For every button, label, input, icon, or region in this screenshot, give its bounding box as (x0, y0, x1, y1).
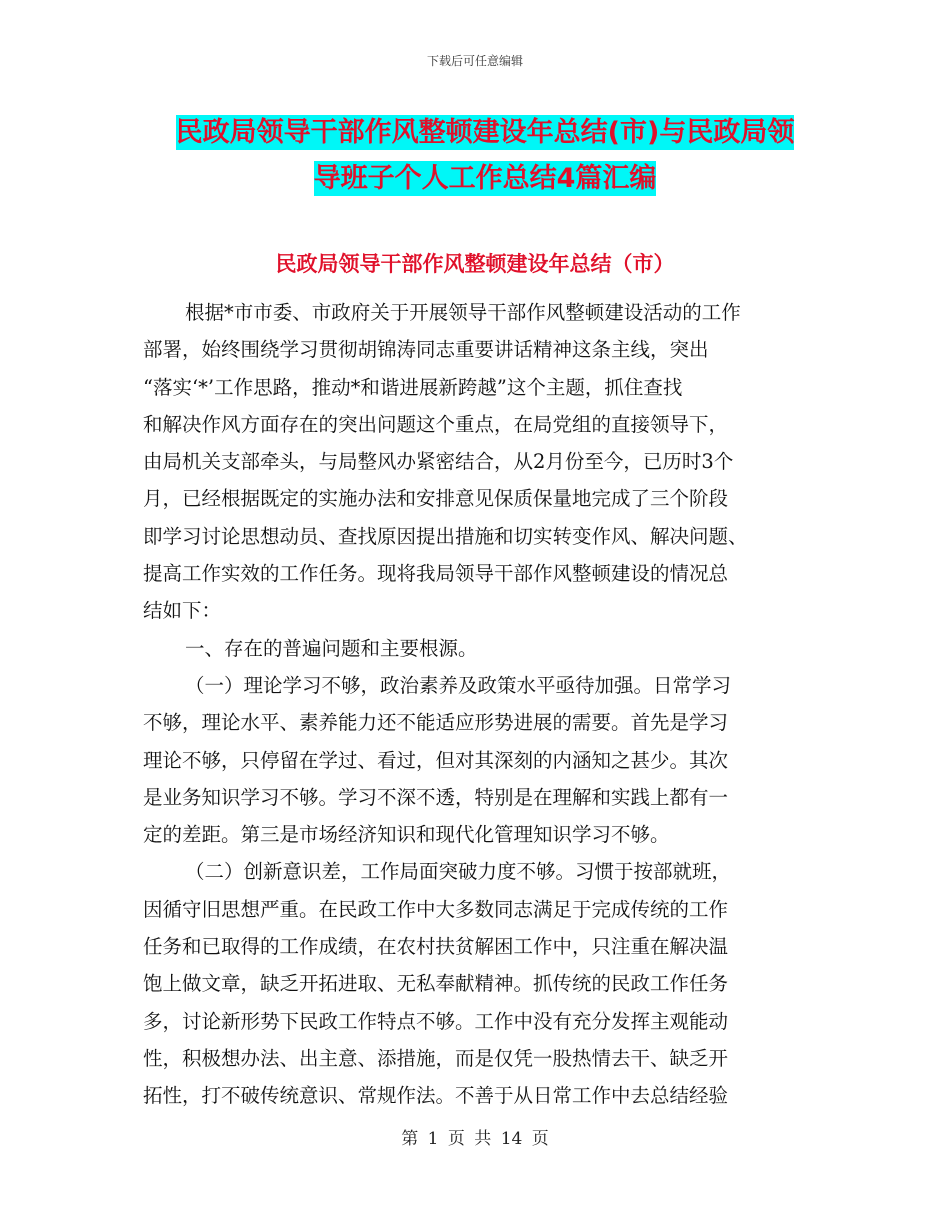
body-line: 理论不够，只停留在学过、看过，但对其深刻的内涵知之甚少。其次 (143, 748, 729, 772)
body-line: 即学习讨论思想动员、查找原因提出措施和切实转变作风、解决问题、 (143, 524, 748, 548)
body-line: 是业务知识学习不够。学习不深不透，特别是在理解和实践上都有一 (143, 785, 729, 809)
body-text (143, 294, 815, 1115)
body-line: 定的差距。第三是市场经济知识和现代化管理知识学习不够。 (143, 823, 670, 847)
body-line: 拓性，打不破传统意识、常规作法。不善于从日常工作中去总结经验 (143, 1084, 729, 1108)
body-line: 一、存在的普遍问题和主要根源。 (185, 636, 478, 660)
body-line: 因循守旧思想严重。在民政工作中大多数同志满足于完成传统的工作 (143, 897, 729, 921)
body-line: 月，已经根据既定的实施办法和安排意见保质保量地完成了三个阶段 (143, 487, 729, 511)
body-line: 性，积极想办法、出主意、添措施，而是仅凭一股热情去干、缺乏开 (143, 1046, 729, 1070)
body-line: 饱上做文章，缺乏开拓进取、无私奉献精神。抓传统的民政工作任务 (143, 972, 729, 996)
body-line: “落实‘*’工作思路，推动*和谐进展新跨越”这个主题，抓住查找 (143, 375, 683, 399)
header-note: 下载后可任意编辑 (426, 54, 523, 68)
body-line: 由局机关支部牵头，与局整风办紧密结合，从2月份至今，已历时3个 (143, 450, 734, 474)
body-line: 不够，理论水平、素养能力还不能适应形势进展的需要。首先是学习 (143, 711, 729, 735)
body-line: （一）理论学习不够，政治素养及政策水平亟待加强。日常学习 (185, 673, 732, 697)
body-line: 任务和已取得的工作成绩，在农村扶贫解困工作中，只注重在解决温 (143, 935, 729, 959)
body-line: 多，讨论新形势下民政工作特点不够。工作中没有充分发挥主观能动 (143, 1009, 729, 1033)
body-line: 结如下： (143, 599, 222, 623)
body-line: （二）创新意识差，工作局面突破力度不够。习惯于按部就班， (185, 860, 732, 884)
body-line: 和解决作风方面存在的突出问题这个重点，在局党组的直接领导下， (143, 412, 729, 436)
body-line: 部署，始终围绕学习贯彻胡锦涛同志重要讲话精神这条主线，突出 (143, 338, 709, 362)
body-line: 根据*市市委、市政府关于开展领导干部作风整顿建设活动的工作 (185, 301, 741, 324)
page-footer: 第 1 页 共 14 页 (401, 1129, 549, 1149)
document-title-line-2: 导班子个人工作总结4篇汇编 (313, 163, 657, 194)
document-title-line-1: 民政局领导干部作风整顿建设年总结(市)与民政局领 (175, 117, 795, 148)
body-line: 提高工作实效的工作任务。现将我局领导干部作风整顿建设的情况总 (143, 562, 729, 586)
section-title: 民政局领导干部作风整顿建设年总结（市） (275, 252, 675, 276)
